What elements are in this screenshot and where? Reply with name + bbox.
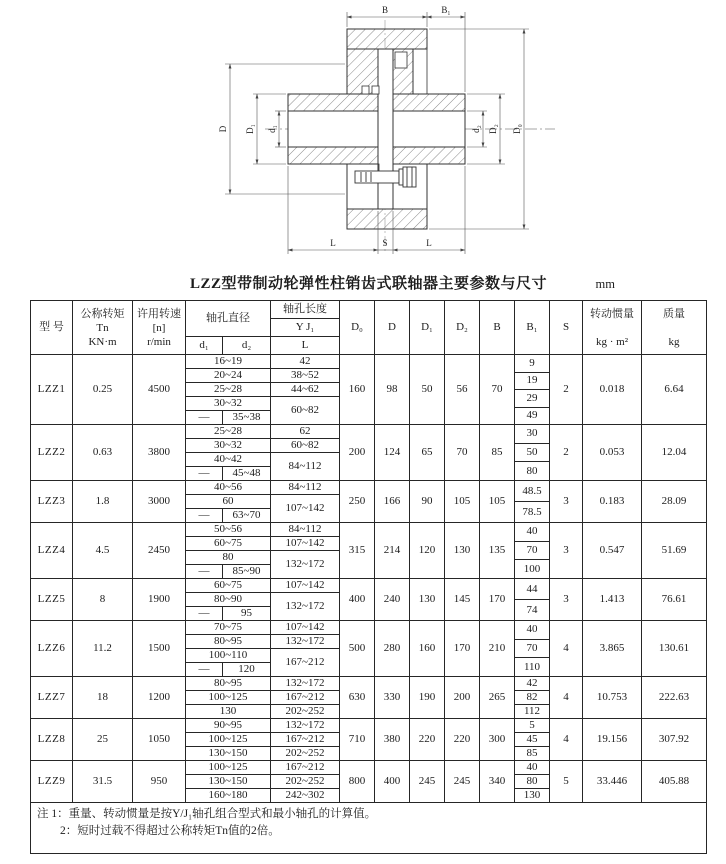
d1-cell: — — [186, 509, 223, 523]
b1-stack — [515, 621, 549, 676]
d1-cell: 65 — [410, 425, 445, 481]
page-title: LZZ型带制动轮弹性柱销齿式联轴器主要参数与尺寸 — [189, 276, 548, 292]
header-mass-line1: 质量 — [663, 307, 685, 320]
header-D1: D₁ — [410, 301, 445, 355]
mass-cell: 51.69 — [642, 523, 707, 579]
right-hub — [393, 94, 465, 164]
mass-cell: 222.63 — [642, 677, 707, 719]
inertia-cell: 0.018 — [583, 355, 642, 425]
bore-range-cell: 25~28 — [186, 425, 271, 439]
header-torque-line1: 公称转矩 — [80, 307, 125, 320]
d1-cell: 130 — [410, 579, 445, 621]
d1-cell: 245 — [410, 761, 445, 803]
length-cell: 202~252 — [271, 705, 340, 719]
header-model: 型 号 — [31, 301, 73, 355]
s-cell: 2 — [550, 425, 583, 481]
note-line-2: 2：短时过载不得超过公称转矩Tn值的2倍。 — [60, 825, 280, 837]
d2-cell: 120 — [223, 663, 271, 677]
b-cell: 300 — [480, 719, 515, 761]
model-cell: LZZ9 — [31, 761, 73, 803]
d0-cell: 250 — [340, 481, 375, 523]
bore-range-cell: 60~75 — [186, 579, 271, 593]
bore-range-cell: 50~56 — [186, 523, 271, 537]
bore-range-cell: 100~125 — [186, 761, 271, 775]
d1-cell: — — [186, 607, 223, 621]
b1-value: 50 — [515, 444, 549, 463]
mass-cell: 28.09 — [642, 481, 707, 523]
model-cell: LZZ4 — [31, 523, 73, 579]
b-cell: 85 — [480, 425, 515, 481]
bore-range-cell: 100~125 — [186, 691, 271, 705]
mass-cell: 307.92 — [642, 719, 707, 761]
coupling-section-drawing — [115, 2, 567, 264]
header-speed-line3: r/min — [147, 335, 171, 348]
header-inertia — [583, 301, 642, 355]
length-cell: 132~172 — [271, 593, 340, 621]
d1-cell: 50 — [410, 355, 445, 425]
b1-value: 30 — [515, 425, 549, 444]
bore-range-cell: 80~95 — [186, 677, 271, 691]
s-cell: 2 — [550, 355, 583, 425]
header-B: B — [480, 301, 515, 355]
header-inertia-line2: kg · m² — [595, 335, 629, 348]
unit-label: mm — [595, 277, 615, 291]
d2-cell: 200 — [445, 677, 480, 719]
table-row — [31, 761, 707, 775]
table-header — [31, 301, 707, 355]
d2-cell: 85~90 — [223, 565, 271, 579]
mass-cell: 12.04 — [642, 425, 707, 481]
b1-value: 70 — [515, 640, 549, 659]
b1-stack — [515, 355, 549, 424]
table-row — [31, 719, 707, 733]
d-cell: 166 — [375, 481, 410, 523]
torque-cell: 0.63 — [73, 425, 133, 481]
b1-stack — [515, 719, 549, 760]
d2-cell: 105 — [445, 481, 480, 523]
d1-cell: — — [186, 467, 223, 481]
d0-cell: 200 — [340, 425, 375, 481]
b1-cell — [515, 621, 550, 677]
d0-cell: 160 — [340, 355, 375, 425]
left-hub — [288, 94, 378, 164]
torque-cell: 0.25 — [73, 355, 133, 425]
bore-range-cell: 130 — [186, 705, 271, 719]
dim-label-D2: D₂ — [488, 124, 498, 134]
header-speed — [133, 301, 186, 355]
header-inertia-line1: 转动惯量 — [590, 307, 634, 320]
bore-range-cell: 25~28 — [186, 383, 271, 397]
table-row — [31, 523, 707, 537]
b1-stack — [515, 425, 549, 480]
d-cell: 124 — [375, 425, 410, 481]
header-d2: d₂ — [223, 337, 271, 355]
s-cell: 3 — [550, 481, 583, 523]
mass-cell: 6.64 — [642, 355, 707, 425]
bore-range-cell: 30~32 — [186, 397, 271, 411]
d2-cell: 95 — [223, 607, 271, 621]
speed-cell: 3000 — [133, 481, 186, 523]
dim-label-d1: d₁ — [267, 125, 277, 133]
model-cell: LZZ7 — [31, 677, 73, 719]
b1-cell — [515, 425, 550, 481]
model-cell: LZZ3 — [31, 481, 73, 523]
d2-cell: 63~70 — [223, 509, 271, 523]
d-cell: 330 — [375, 677, 410, 719]
d2-cell: 70 — [445, 425, 480, 481]
length-cell: 60~82 — [271, 397, 340, 425]
note-line-1: 注 1：重量、转动惯量是按Y/J₁轴孔组合型式和最小轴孔的计算值。 — [37, 808, 377, 820]
length-cell: 60~82 — [271, 439, 340, 453]
s-cell: 4 — [550, 677, 583, 719]
length-cell: 242~302 — [271, 789, 340, 803]
d0-cell: 630 — [340, 677, 375, 719]
dim-label-d2: d₂ — [471, 125, 481, 133]
header-YJ1: Y J₁ — [271, 319, 340, 337]
table-notes — [31, 803, 707, 854]
inertia-cell: 10.753 — [583, 677, 642, 719]
length-cell: 167~212 — [271, 691, 340, 705]
b-cell: 105 — [480, 481, 515, 523]
bore-range-cell: 60~75 — [186, 537, 271, 551]
length-cell: 107~142 — [271, 537, 340, 551]
d0-cell: 315 — [340, 523, 375, 579]
b1-value: 100 — [523, 562, 541, 575]
b-cell: 70 — [480, 355, 515, 425]
b1-value: 9 — [515, 355, 549, 373]
s-cell: 3 — [550, 523, 583, 579]
table-body — [31, 355, 707, 803]
d0-cell: 800 — [340, 761, 375, 803]
parameters-table — [30, 300, 707, 854]
b-cell: 210 — [480, 621, 515, 677]
speed-cell: 1200 — [133, 677, 186, 719]
torque-cell: 8 — [73, 579, 133, 621]
dim-label-L-left: L — [330, 238, 336, 248]
bore-range-cell: 40~56 — [186, 481, 271, 495]
b1-value: 19 — [515, 373, 549, 391]
length-cell: 84~112 — [271, 481, 340, 495]
b1-value: 45 — [515, 733, 549, 747]
b1-stack — [515, 761, 549, 802]
d2-cell: 170 — [445, 621, 480, 677]
model-cell: LZZ5 — [31, 579, 73, 621]
d2-cell: 35~38 — [223, 411, 271, 425]
d2-cell: 245 — [445, 761, 480, 803]
b-cell: 170 — [480, 579, 515, 621]
d-cell: 240 — [375, 579, 410, 621]
b1-stack — [515, 677, 549, 718]
b1-value: 82 — [515, 691, 549, 705]
inertia-cell: 3.865 — [583, 621, 642, 677]
b1-value: 48.5 — [515, 481, 549, 502]
table-row — [31, 481, 707, 495]
model-cell: LZZ2 — [31, 425, 73, 481]
table-row — [31, 355, 707, 369]
b1-value: 40 — [515, 621, 549, 640]
bore-range-cell: 40~42 — [186, 453, 271, 467]
s-cell: 5 — [550, 761, 583, 803]
d2-cell: 45~48 — [223, 467, 271, 481]
b1-value: 80 — [515, 775, 549, 789]
length-cell: 38~52 — [271, 369, 340, 383]
d1-cell: 120 — [410, 523, 445, 579]
b1-value: 29 — [515, 390, 549, 408]
d-cell: 380 — [375, 719, 410, 761]
torque-cell: 18 — [73, 677, 133, 719]
d2-cell: 145 — [445, 579, 480, 621]
b1-stack — [515, 481, 549, 522]
bore-range-cell: 90~95 — [186, 719, 271, 733]
bore-range-cell: 60 — [186, 495, 271, 509]
header-B1: B₁ — [515, 301, 550, 355]
b1-value: 42 — [515, 677, 549, 691]
d1-cell: — — [186, 663, 223, 677]
speed-cell: 950 — [133, 761, 186, 803]
document-page — [0, 2, 726, 864]
d0-cell: 500 — [340, 621, 375, 677]
d1-cell: — — [186, 411, 223, 425]
d0-cell: 400 — [340, 579, 375, 621]
length-cell: 202~252 — [271, 775, 340, 789]
length-cell: 107~142 — [271, 495, 340, 523]
torque-cell: 25 — [73, 719, 133, 761]
speed-cell: 1050 — [133, 719, 186, 761]
header-mass-line2: kg — [668, 335, 680, 348]
s-cell: 3 — [550, 579, 583, 621]
dim-label-S: S — [382, 238, 388, 248]
b1-value: 5 — [515, 719, 549, 733]
model-cell: LZZ6 — [31, 621, 73, 677]
speed-cell: 3800 — [133, 425, 186, 481]
bore-range-cell: 30~32 — [186, 439, 271, 453]
d-cell: 98 — [375, 355, 410, 425]
d1-cell: 220 — [410, 719, 445, 761]
dim-label-D1: D₁ — [245, 124, 255, 134]
length-cell: 84~112 — [271, 453, 340, 481]
b-cell: 265 — [480, 677, 515, 719]
b1-cell — [515, 719, 550, 761]
b1-value: 74 — [526, 603, 538, 616]
b1-value: 110 — [523, 660, 541, 673]
bore-range-cell: 160~180 — [186, 789, 271, 803]
d-cell: 400 — [375, 761, 410, 803]
title-row — [30, 272, 707, 294]
mass-cell: 130.61 — [642, 621, 707, 677]
inertia-cell: 19.156 — [583, 719, 642, 761]
bore-range-cell: 100~110 — [186, 649, 271, 663]
length-cell: 84~112 — [271, 523, 340, 537]
b-cell: 135 — [480, 523, 515, 579]
length-cell: 132~172 — [271, 719, 340, 733]
header-mass — [642, 301, 707, 355]
torque-cell: 11.2 — [73, 621, 133, 677]
table-row — [31, 425, 707, 439]
dim-label-D0: D₀ — [512, 124, 522, 134]
d-cell: 280 — [375, 621, 410, 677]
length-cell: 107~142 — [271, 579, 340, 593]
speed-cell: 2450 — [133, 523, 186, 579]
bore-range-cell: 70~75 — [186, 621, 271, 635]
b1-value: 85 — [526, 747, 538, 759]
torque-cell: 4.5 — [73, 523, 133, 579]
header-torque — [73, 301, 133, 355]
length-cell: 62 — [271, 425, 340, 439]
mass-cell: 76.61 — [642, 579, 707, 621]
torque-cell: 1.8 — [73, 481, 133, 523]
d2-cell: 220 — [445, 719, 480, 761]
inertia-cell: 0.053 — [583, 425, 642, 481]
bore-range-cell: 20~24 — [186, 369, 271, 383]
torque-cell: 31.5 — [73, 761, 133, 803]
header-torque-line3: KN·m — [88, 335, 117, 348]
b-cell: 340 — [480, 761, 515, 803]
b1-cell — [515, 355, 550, 425]
b1-cell — [515, 523, 550, 579]
b1-value: 44 — [515, 579, 549, 600]
b1-value: 70 — [515, 542, 549, 561]
notes-cell — [31, 803, 707, 854]
dim-label-B: B — [381, 5, 389, 15]
s-cell: 4 — [550, 719, 583, 761]
length-cell: 107~142 — [271, 621, 340, 635]
model-cell: LZZ1 — [31, 355, 73, 425]
d-cell: 214 — [375, 523, 410, 579]
inertia-cell: 0.547 — [583, 523, 642, 579]
d1-cell: 190 — [410, 677, 445, 719]
speed-cell: 4500 — [133, 355, 186, 425]
length-cell: 167~212 — [271, 761, 340, 775]
speed-cell: 1900 — [133, 579, 186, 621]
dim-label-D: D — [218, 125, 228, 133]
d1-cell: 160 — [410, 621, 445, 677]
b1-cell — [515, 481, 550, 523]
inertia-cell: 1.413 — [583, 579, 642, 621]
b1-stack — [515, 579, 549, 620]
header-D0: D₀ — [340, 301, 375, 355]
length-cell: 132~172 — [271, 677, 340, 691]
dim-label-L-right: L — [426, 238, 432, 248]
bore-range-cell: 80~95 — [186, 635, 271, 649]
header-torque-line2: Tn — [96, 321, 109, 334]
length-cell: 167~212 — [271, 649, 340, 677]
b1-value: 112 — [523, 705, 541, 717]
speed-cell: 1500 — [133, 621, 186, 677]
length-cell: 202~252 — [271, 747, 340, 761]
model-cell: LZZ8 — [31, 719, 73, 761]
length-cell: 167~212 — [271, 733, 340, 747]
b1-cell — [515, 677, 550, 719]
d1-cell: — — [186, 565, 223, 579]
length-cell: 42 — [271, 355, 340, 369]
header-bore-diameter: 轴孔直径 — [186, 301, 271, 337]
b1-value: 49 — [526, 409, 538, 422]
length-cell: 132~172 — [271, 635, 340, 649]
b1-value: 130 — [523, 789, 541, 801]
b1-value: 78.5 — [522, 505, 542, 518]
drawing-svg — [115, 2, 567, 264]
table-row — [31, 579, 707, 593]
header-bore-length: 轴孔长度 — [271, 301, 340, 319]
mass-cell: 405.88 — [642, 761, 707, 803]
bore-range-cell: 100~125 — [186, 733, 271, 747]
header-L: L — [271, 337, 340, 355]
s-cell: 4 — [550, 621, 583, 677]
b1-cell — [515, 761, 550, 803]
b1-cell — [515, 579, 550, 621]
length-cell: 44~62 — [271, 383, 340, 397]
d2-cell: 130 — [445, 523, 480, 579]
inertia-cell: 0.183 — [583, 481, 642, 523]
flange-web — [378, 49, 393, 209]
dim-label-B1: B₁ — [441, 5, 451, 15]
b1-value: 80 — [526, 464, 538, 477]
header-d1: d₁ — [186, 337, 223, 355]
header-D2: D₂ — [445, 301, 480, 355]
header-D: D — [375, 301, 410, 355]
d1-cell: 90 — [410, 481, 445, 523]
bore-range-cell: 80 — [186, 551, 271, 565]
b1-stack — [515, 523, 549, 578]
bore-range-cell: 130~150 — [186, 775, 271, 789]
table-row — [31, 621, 707, 635]
bore-range-cell: 16~19 — [186, 355, 271, 369]
header-speed-line1: 许用转速 — [137, 307, 181, 320]
inertia-cell: 33.446 — [583, 761, 642, 803]
bore-range-cell: 80~90 — [186, 593, 271, 607]
header-S: S — [550, 301, 583, 355]
length-cell: 132~172 — [271, 551, 340, 579]
header-speed-line2: [n] — [152, 321, 166, 334]
d2-cell: 56 — [445, 355, 480, 425]
b1-value: 40 — [515, 523, 549, 542]
bore-range-cell: 130~150 — [186, 747, 271, 761]
table-row — [31, 677, 707, 691]
b1-value: 40 — [515, 761, 549, 775]
d0-cell: 710 — [340, 719, 375, 761]
